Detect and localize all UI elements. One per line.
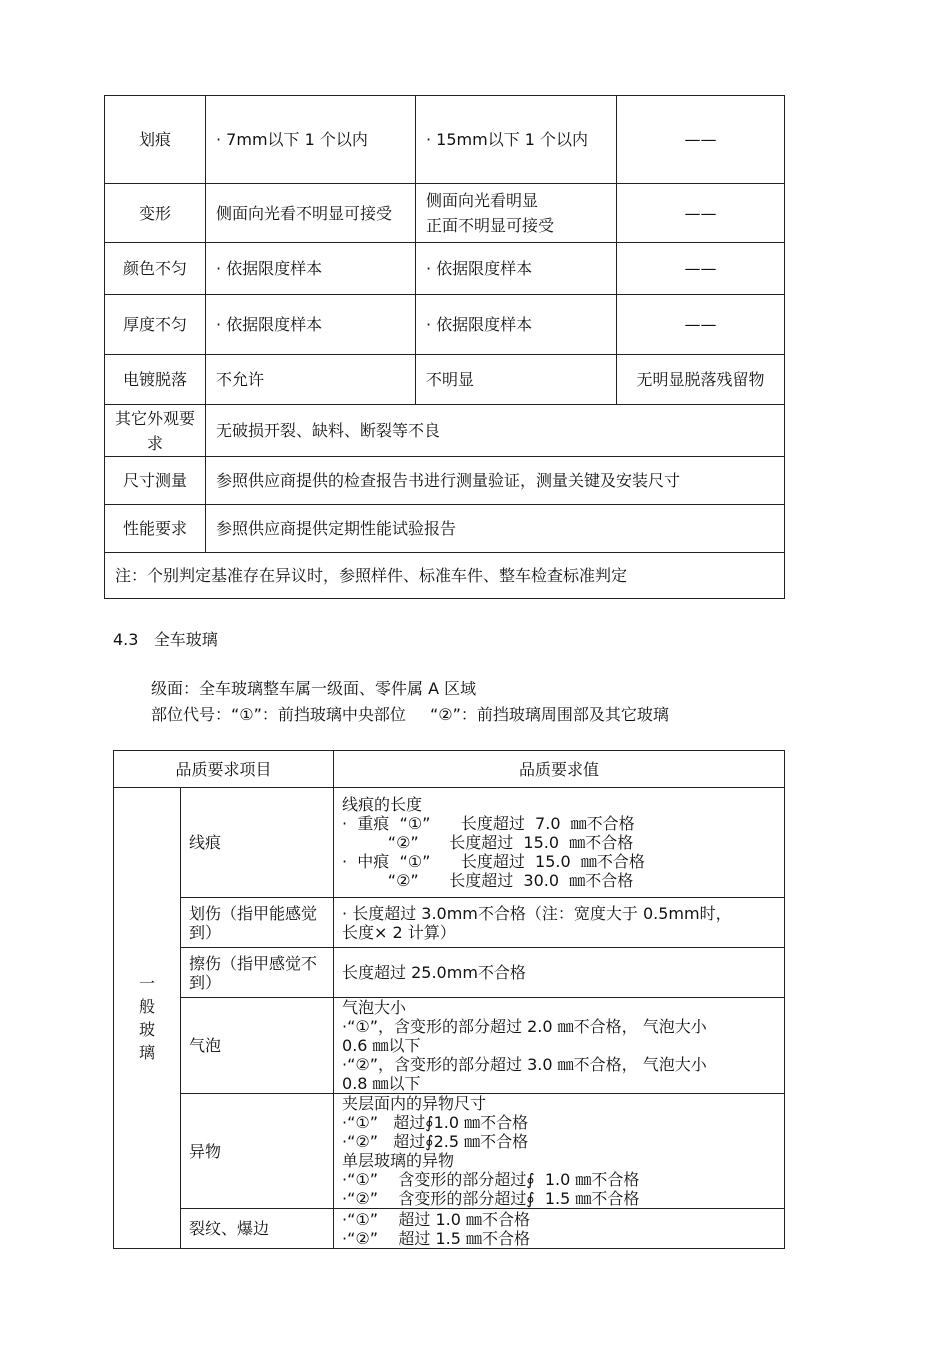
value-line: · 长度超过 3.0mm不合格（注：宽度大于 0.5mm时， (342, 903, 732, 923)
grade-b-cell: · 依据限度样本 (416, 295, 617, 355)
value-line: 气泡大小 (342, 998, 407, 1017)
code-line (151, 702, 669, 725)
row-item: 气泡 (181, 998, 334, 1094)
table-row (105, 505, 785, 553)
value-line: 夹层面内的异物尺寸 (342, 1094, 487, 1113)
section-heading (113, 627, 218, 650)
header-value: 品质要求值 (334, 751, 785, 788)
category-char: 般 (138, 997, 155, 1016)
row-item: 异物 (181, 1094, 334, 1209)
grade-b-cell (416, 184, 617, 243)
table-row (105, 295, 785, 355)
size-requirement: 参照供应商提供的检查报告书进行测量验证，测量关键及安装尺寸 (206, 457, 785, 505)
row-item: 划痕 (105, 96, 206, 184)
row-item: 线痕 (181, 788, 334, 898)
cell-line: 侧面向光看明显 (426, 191, 539, 210)
value-line: ·“①” 含变形的部分超过∮ 1.0 ㎜不合格 (342, 1170, 640, 1189)
value-line: ·“①” 超过∮1.0 ㎜不合格 (342, 1113, 529, 1132)
row-value (334, 788, 785, 898)
table-row (114, 998, 785, 1094)
row-value: 长度超过 25.0mm不合格 (334, 948, 785, 998)
value-line: 0.8 ㎜以下 (342, 1074, 421, 1093)
row-item: 厚度不匀 (105, 295, 206, 355)
appearance-table (104, 95, 785, 599)
table-row (114, 948, 785, 998)
code-a: 部位代号：“①”：前挡玻璃中央部位 (151, 705, 406, 724)
row-item: 变形 (105, 184, 206, 243)
row-item: 性能要求 (105, 505, 206, 553)
value-line: ·“②” 超过 1.5 ㎜不合格 (342, 1228, 530, 1248)
table-header-row (114, 751, 785, 788)
category-char: 一 (138, 974, 155, 993)
grade-c-cell: —— (617, 96, 785, 184)
level-line: 级面：全车玻璃整车属一级面、零件属 A 区域 (151, 679, 477, 698)
value-line: 长度× 2 计算） (342, 922, 456, 942)
value-line: ·“②” 超过∮2.5 ㎜不合格 (342, 1132, 529, 1151)
value-line: · 中痕 “①” 长度超过 15.0 ㎜不合格 (342, 852, 645, 871)
glass-quality-table (113, 750, 785, 1249)
grade-c-cell: —— (617, 184, 785, 243)
grade-c-cell: —— (617, 243, 785, 295)
row-item: 擦伤（指甲感觉不到） (181, 948, 334, 998)
grade-c-cell: —— (617, 295, 785, 355)
table-row (114, 1094, 785, 1209)
value-line: 线痕的长度 (342, 795, 423, 814)
performance-requirement: 参照供应商提供定期性能试验报告 (206, 505, 785, 553)
row-item: 尺寸测量 (105, 457, 206, 505)
row-value (334, 998, 785, 1094)
row-item: 电镀脱落 (105, 355, 206, 405)
value-line: ·“②” 含变形的部分超过∮ 1.5 ㎜不合格 (342, 1189, 640, 1208)
value-line: · 重痕 “①” 长度超过 7.0 ㎜不合格 (342, 814, 635, 833)
grade-a-cell: 不允许 (206, 355, 416, 405)
cell-line: 正面不明显可接受 (426, 216, 555, 235)
value-line: “②” 长度超过 15.0 ㎜不合格 (342, 833, 634, 852)
category-cell (114, 788, 181, 1249)
code-b: “②”：前挡玻璃周围部及其它玻璃 (429, 705, 669, 724)
value-line: ·“②”，含变形的部分超过 3.0 ㎜不合格， 气泡大小 (342, 1055, 707, 1074)
grade-b-cell: · 依据限度样本 (416, 243, 617, 295)
grade-a-cell: · 依据限度样本 (206, 243, 416, 295)
grade-a-cell: 侧面向光看不明显可接受 (206, 184, 416, 243)
table-row (114, 788, 785, 898)
other-requirement: 无破损开裂、缺料、断裂等不良 (206, 405, 785, 457)
row-item: 其它外观要求 (105, 405, 206, 457)
table-row (114, 1209, 785, 1249)
table-row (105, 243, 785, 295)
grade-b-cell: 不明显 (416, 355, 617, 405)
value-line: 0.6 ㎜以下 (342, 1036, 421, 1055)
table-row (105, 184, 785, 243)
row-item: 裂纹、爆边 (181, 1209, 334, 1249)
grade-a-cell: · 7mm以下 1 个以内 (206, 96, 416, 184)
category-char: 玻 (138, 1020, 155, 1039)
row-value (334, 898, 785, 948)
value-line: 单层玻璃的异物 (342, 1151, 455, 1170)
table-row (114, 898, 785, 948)
table-row (105, 553, 785, 599)
value-line: ·“①” 超过 1.0 ㎜不合格 (342, 1209, 530, 1229)
value-line: ·“①”，含变形的部分超过 2.0 ㎜不合格， 气泡大小 (342, 1017, 707, 1036)
section-number: 4.3 (113, 630, 139, 649)
section-title: 全车玻璃 (153, 630, 218, 649)
row-item: 划伤（指甲能感觉到） (181, 898, 334, 948)
grade-a-cell: · 依据限度样本 (206, 295, 416, 355)
grade-b-cell: · 15mm以下 1 个以内 (416, 96, 617, 184)
category-char: 璃 (138, 1043, 155, 1062)
table-row (105, 355, 785, 405)
value-line: “②” 长度超过 30.0 ㎜不合格 (342, 871, 634, 890)
table-row (105, 96, 785, 184)
header-item: 品质要求项目 (114, 751, 334, 788)
row-item: 颜色不匀 (105, 243, 206, 295)
table-note: 注：个别判定基准存在异议时，参照样件、标准车件、整车检查标准判定 (105, 553, 785, 599)
row-value (334, 1094, 785, 1209)
table-row (105, 405, 785, 457)
table-row (105, 457, 785, 505)
grade-c-cell: 无明显脱落残留物 (617, 355, 785, 405)
row-value (334, 1209, 785, 1249)
